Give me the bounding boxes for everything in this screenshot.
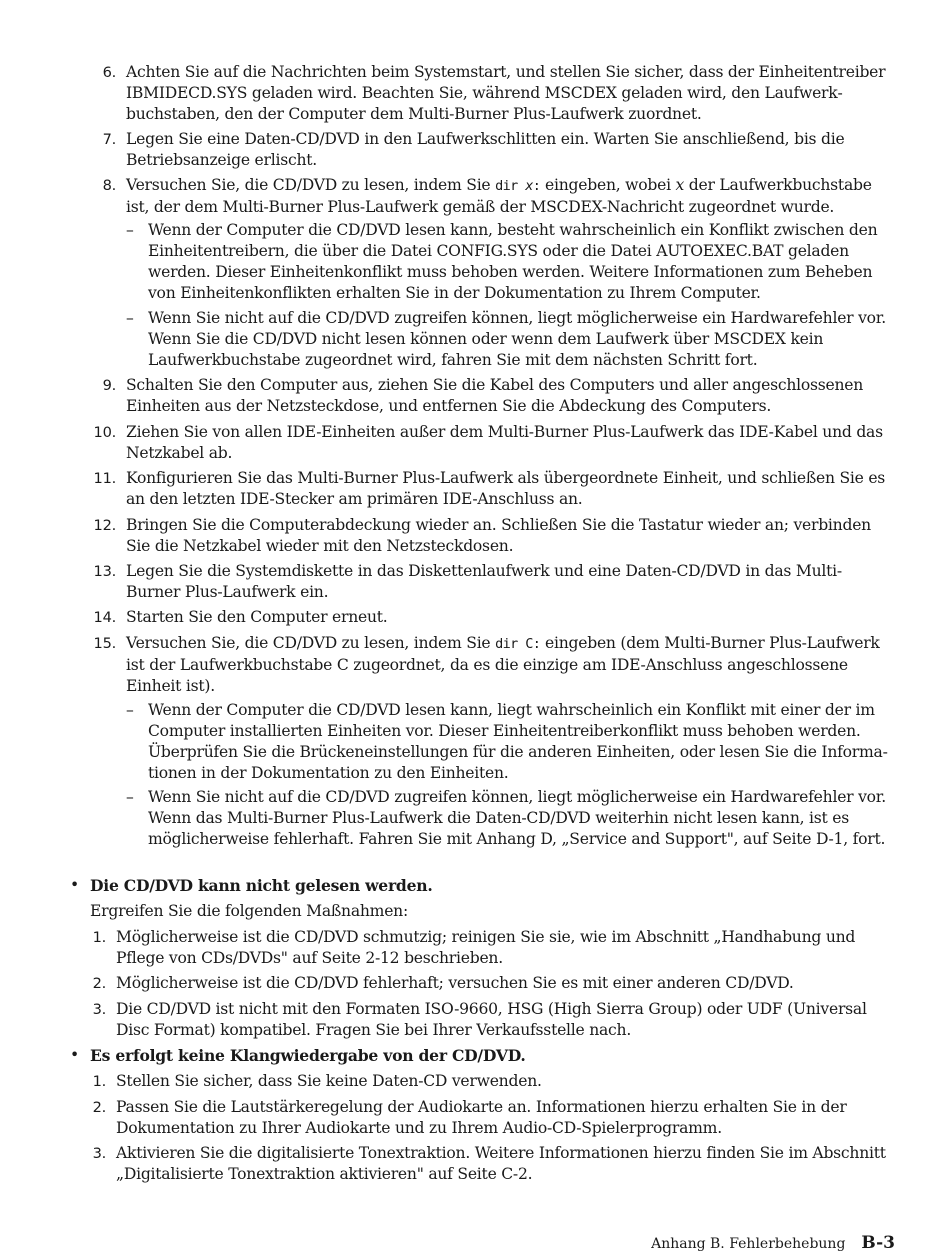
bullet-title: Die CD/DVD kann nicht gelesen werden. bbox=[90, 876, 433, 895]
step-14 bbox=[93, 607, 894, 628]
bullet-heading bbox=[70, 875, 890, 896]
step-9 bbox=[102, 375, 894, 417]
step-number: 13. bbox=[93, 563, 116, 580]
step-text: Starten Sie den Computer erneut. bbox=[126, 608, 388, 626]
dash-item bbox=[126, 220, 894, 304]
step-number: 1. bbox=[92, 1073, 106, 1090]
step-text: Passen Sie die Lautstärkeregelung der Audiokarte an. Informationen hierzu erhalten Sie in der Dokumentation zu Ihrer Audiokarte und zu Ihrem Audio-CD-Spielerprogramm. bbox=[116, 1098, 847, 1137]
step-text: Schalten Sie den Computer aus, ziehen Sie die Kabel des Computers und aller angeschlossenen Einheiten aus der Netzsteckdose, und entfernen Sie die Abdeckung des Computers. bbox=[126, 376, 864, 415]
dash-marker: – bbox=[126, 221, 134, 239]
dash-item bbox=[126, 308, 894, 371]
dash-marker: – bbox=[126, 788, 134, 806]
sub-step-2 bbox=[92, 973, 894, 994]
dash-text: Wenn der Computer die CD/DVD lesen kann, besteht wahrscheinlich ein Konflikt zwischen den Einheitentreibern, die über die Datei CONFIG.SYS oder die Datei AUTOEXEC.BAT geladen werden. Dieser Einheitenkonflikt muss behoben werden. Weitere Informationen zum Beheben von Einheitenkonflikten erhalten Sie in der Dokumentation zu Ihrem Computer. bbox=[148, 221, 878, 302]
bullet-marker: • bbox=[70, 1046, 79, 1064]
step-text: Legen Sie die Systemdiskette in das Diskettenlaufwerk und eine Daten-CD/DVD in das Multi-Burner Plus-Laufwerk ein. bbox=[126, 562, 842, 601]
page-number: B-3 bbox=[861, 1233, 895, 1253]
step-number: 1. bbox=[92, 929, 106, 946]
step-7 bbox=[102, 129, 894, 171]
bullet-title: Es erfolgt keine Klangwiedergabe von der CD/DVD. bbox=[90, 1046, 526, 1065]
dash-item bbox=[126, 700, 894, 784]
step-11 bbox=[93, 468, 894, 510]
step-number: 6. bbox=[102, 64, 116, 81]
dash-marker: – bbox=[126, 701, 134, 719]
step-number: 2. bbox=[92, 975, 106, 992]
sub-step-2 bbox=[92, 1097, 894, 1139]
step-number: 15. bbox=[93, 635, 116, 652]
step-text: Möglicherweise ist die CD/DVD fehlerhaft; versuchen Sie es mit einer anderen CD/DVD. bbox=[116, 974, 794, 992]
step-number: 7. bbox=[102, 131, 116, 148]
step-number: 10. bbox=[93, 424, 116, 441]
dash-marker: – bbox=[126, 309, 134, 327]
step-text: Ziehen Sie von allen IDE-Einheiten außer dem Multi-Burner Plus-Laufwerk das IDE-Kabel und das Netzkabel ab. bbox=[126, 423, 883, 462]
sub-step-1 bbox=[92, 927, 894, 969]
step-text: Möglicherweise ist die CD/DVD schmutzig; reinigen Sie sie, wie im Abschnitt „Handhabung und Pflege von CDs/DVDs" auf Seite 2-12 beschrieben. bbox=[116, 928, 856, 967]
step-number: 9. bbox=[102, 377, 116, 394]
dash-item bbox=[126, 787, 894, 850]
step-text: Die CD/DVD ist nicht mit den Formaten ISO-9660, HSG (High Sierra Group) oder UDF (Universal Disc Format) kompatibel. Fragen Sie bei Ihrer Verkaufsstelle nach. bbox=[116, 1000, 867, 1039]
sub-step-1 bbox=[92, 1071, 894, 1092]
step-number: 2. bbox=[92, 1099, 106, 1116]
step-text: Bringen Sie die Computerabdeckung wieder an. Schließen Sie die Tastatur wieder an; verbinden Sie die Netzkabel wieder mit den Netzsteckdosen. bbox=[126, 516, 871, 555]
command-code: dir C: bbox=[495, 636, 541, 652]
dash-text: Wenn der Computer die CD/DVD lesen kann, liegt wahrscheinlich ein Konflikt mit einer der im Computer installierten Einheiten vor. Dieser Einheitentreiberkonflikt muss behoben werden. Überprüfen Sie die Brückeneinstellungen für die anderen Einheiten, oder lesen Sie die Informationen in der Dokumentation zu den Einheiten. bbox=[148, 701, 888, 782]
command-code: dir x: bbox=[495, 178, 541, 194]
step-10 bbox=[93, 422, 894, 464]
bullet-marker: • bbox=[70, 876, 79, 894]
step-15 bbox=[93, 633, 894, 697]
step-text: Achten Sie auf die Nachrichten beim Systemstart, und stellen Sie sicher, dass der Einheitentreiber IBMIDECD.SYS geladen wird. Beachten Sie, während MSCDEX geladen wird, den Laufwerkbuchstaben, den der Computer dem Multi-Burner Plus-Laufwerk zuordnet. bbox=[126, 63, 886, 123]
step-text: Versuchen Sie, die CD/DVD zu lesen, indem Sie dir C: eingeben (dem Multi-Burner Plus-Laufwerk ist der Laufwerkbuchstabe C zugeordnet, da es die einzige am IDE-Anschluss angeschlossene Einheit ist). bbox=[126, 634, 880, 695]
step-text: Legen Sie eine Daten-CD/DVD in den Laufwerkschlitten ein. Warten Sie anschließend, bis die Betriebsanzeige erlischt. bbox=[126, 130, 845, 169]
sub-step-3 bbox=[92, 999, 894, 1041]
sub-step-3 bbox=[92, 1143, 894, 1185]
footer-section: Anhang B. Fehlerbehebung bbox=[651, 1236, 846, 1252]
step-number: 8. bbox=[102, 177, 116, 194]
step-12 bbox=[93, 515, 894, 557]
step-text: Konfigurieren Sie das Multi-Burner Plus-Laufwerk als übergeordnete Einheit, und schließen Sie es an den letzten IDE-Stecker am primären IDE-Anschluss an. bbox=[126, 469, 886, 508]
bullet-heading bbox=[70, 1045, 890, 1066]
dash-text: Wenn Sie nicht auf die CD/DVD zugreifen können, liegt möglicherweise ein Hardwarefehler vor. Wenn Sie die CD/DVD nicht lesen können oder wenn dem Laufwerk über MSCDEX kein Laufwerkbuchstabe zugeordnet wird, fahren Sie mit dem nächsten Schritt fort. bbox=[148, 309, 886, 369]
page-footer bbox=[651, 1233, 895, 1253]
step-text: Aktivieren Sie die digitalisierte Tonextraktion. Weitere Informationen hierzu finden Sie im Abschnitt „Digitalisierte Tonextraktion aktivieren" auf Seite C-2. bbox=[116, 1144, 886, 1183]
step-number: 3. bbox=[92, 1145, 106, 1162]
step-text: Stellen Sie sicher, dass Sie keine Daten-CD verwenden. bbox=[116, 1072, 542, 1090]
step-13 bbox=[93, 561, 894, 603]
step-8 bbox=[102, 175, 894, 218]
step-text: Versuchen Sie, die CD/DVD zu lesen, indem Sie dir x: eingeben, wobei x der Laufwerkbuchstabe ist, der dem Multi-Burner Plus-Laufwerk gemäß der MSCDEX-Nachricht zugeordnet wurde. bbox=[126, 176, 872, 216]
step-number: 11. bbox=[93, 470, 116, 487]
step-6 bbox=[102, 62, 894, 125]
bullet-intro: Ergreifen Sie die folgenden Maßnahmen: bbox=[90, 902, 408, 920]
step-number: 14. bbox=[93, 609, 116, 626]
dash-text: Wenn Sie nicht auf die CD/DVD zugreifen können, liegt möglicherweise ein Hardwarefehler vor. Wenn das Multi-Burner Plus-Laufwerk die Daten-CD/DVD weiterhin nicht lesen kann, ist es möglicherweise fehlerhaft. Fahren Sie mit Anhang D, „Service and Support", auf Seite D-1, fort. bbox=[148, 788, 886, 848]
step-number: 12. bbox=[93, 517, 116, 534]
step-number: 3. bbox=[92, 1001, 106, 1018]
